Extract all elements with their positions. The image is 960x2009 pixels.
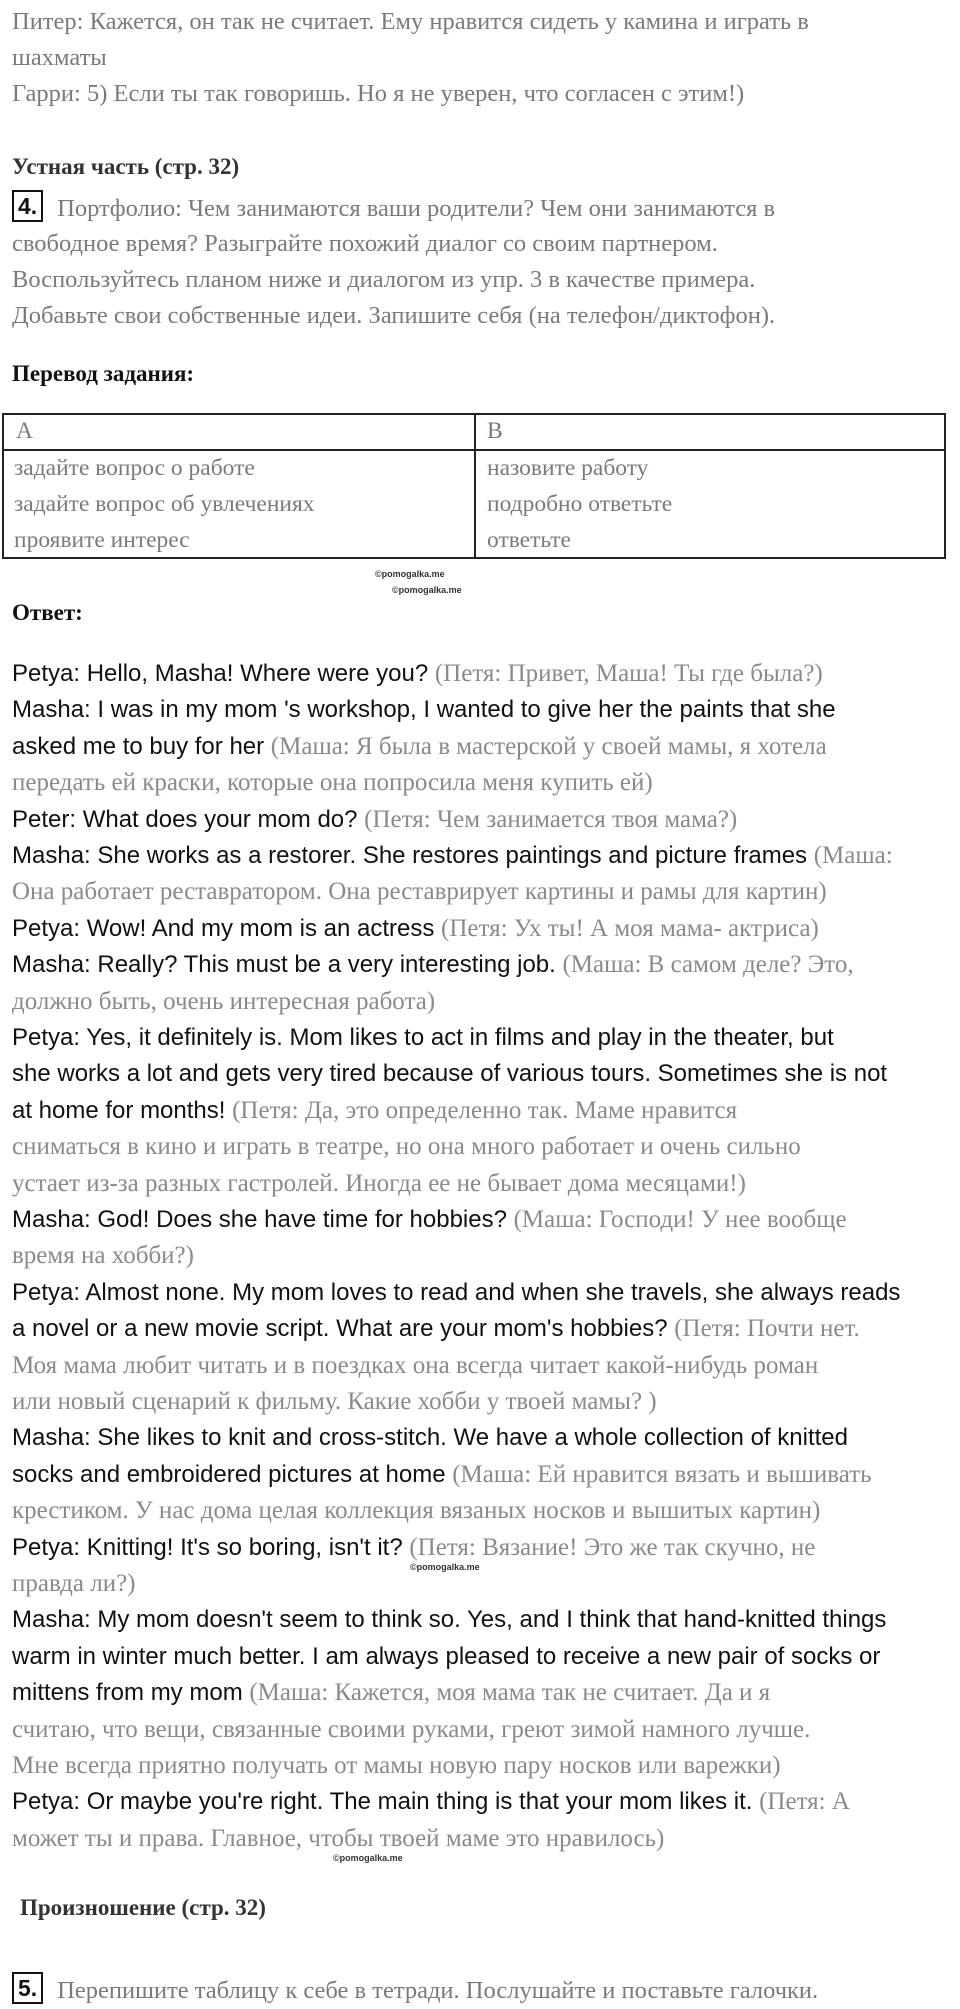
task-5-text: Перепишите таблицу к себе в тетради. Послушайте и поставьте галочки.: [57, 1977, 819, 2004]
russian-translation: может ты и права. Главное, чтобы твоей маме это нравилось): [12, 1824, 665, 1852]
english-text: Petya: Almost none. My mom loves to read and when she travels, she always reads: [12, 1278, 901, 1306]
table-cell-a-1: задайте вопрос о работе: [14, 455, 255, 481]
english-text: socks and embroidered pictures at home: [12, 1460, 453, 1488]
russian-translation: (Маша: Я была в мастерской у своей мамы, я хотела: [270, 732, 827, 760]
russian-translation: должно быть, очень интересная работа): [12, 987, 436, 1015]
dialogue-line: [12, 1202, 847, 1238]
translation-heading: Перевод задания:: [12, 361, 195, 386]
dialogue-line: [12, 1056, 887, 1092]
task-number-badge: 4.: [12, 190, 43, 222]
dialogue-line: [12, 1748, 781, 1784]
russian-translation: сниматься в кино и играть в театре, но она много работает и очень сильно: [12, 1133, 801, 1161]
russian-translation: считаю, что вещи, связанные своими руками, греют зимой намного лучше.: [12, 1715, 811, 1743]
english-text: Masha: God! Does she have time for hobbies?: [12, 1206, 514, 1233]
english-text: she works a lot and gets very tired because of various tours. Sometimes she is not: [12, 1060, 888, 1088]
dialogue-line: [12, 874, 827, 910]
task-4-line-3: Воспользуйтесь планом ниже и диалогом из упр. 3 в качестве примера.: [12, 266, 756, 293]
dialogue-line: [12, 1384, 657, 1420]
english-text: Masha: My mom doesn't seem to think so. Yes, and I think that hand-knitted things: [12, 1606, 887, 1634]
dialogue-line: [12, 1166, 746, 1202]
pronunciation-heading: Произношение (стр. 32): [20, 1895, 266, 1920]
dialogue-line: [12, 1275, 900, 1311]
dialogue-line: [12, 1020, 834, 1056]
english-text: Peter: What does your mom do?: [12, 805, 365, 833]
dialogue-line: [12, 802, 737, 838]
russian-translation: Мне всегда приятно получать от мамы новую пару носков или варежки): [12, 1752, 781, 1779]
dialogue-line: [12, 1602, 886, 1638]
russian-translation: (Маша: Господи! У нее вообще: [513, 1206, 847, 1233]
table-cell-b-2: подробно ответьте: [487, 491, 673, 517]
russian-translation: Она работает реставратором. Она реставрирует картины и рамы для картин): [12, 878, 827, 906]
russian-translation: (Маша: Кажется, моя мама так не считает. Да и я: [249, 1679, 771, 1707]
table-cell-a-2: задайте вопрос об увлечениях: [14, 491, 315, 517]
russian-translation: крестиком. У нас дома целая коллекция вязаных носков и вышитых картин): [12, 1497, 821, 1525]
task-table: [2, 413, 946, 559]
russian-translation: правда ли?): [12, 1570, 136, 1597]
english-text: Petya: Hello, Masha! Where were you?: [12, 660, 435, 687]
watermark: ©pomogalka.me: [375, 569, 445, 579]
intro-line-1: Питер: Кажется, он так не считает. Ему нравится сидеть у камина и играть в: [12, 8, 809, 35]
dialogue-line: [12, 1530, 815, 1566]
dialogue-line: [12, 1784, 850, 1820]
table-cell-b-1: назовите работу: [487, 455, 649, 481]
oral-heading: Устная часть (стр. 32): [12, 154, 240, 179]
english-text: asked me to buy for her: [12, 732, 271, 760]
dialogue-line: [12, 1093, 737, 1129]
dialogue-line: [12, 1639, 880, 1675]
dialogue-line: [12, 1675, 770, 1711]
english-text: Masha: She likes to knit and cross-stitch. We have a whole collection of knitted: [12, 1424, 848, 1452]
russian-translation: (Петя: Почти нет.: [674, 1315, 860, 1343]
watermark: ©pomogalka.me: [410, 1562, 480, 1572]
dialogue-line: [12, 838, 893, 874]
task-4-line-4: Добавьте свои собственные идеи. Запишите себя (на телефон/диктофон).: [12, 302, 776, 329]
english-text: mittens from my mom: [12, 1679, 250, 1707]
dialogue-line: [12, 1821, 664, 1857]
task-number-badge: 5.: [12, 1972, 43, 2004]
dialogue-line: [12, 1238, 194, 1274]
watermark: ©pomogalka.me: [333, 1853, 403, 1863]
russian-translation: Моя мама любит читать и в поездках она всегда читает какой-нибудь роман: [12, 1351, 819, 1379]
table-cell-a-3: проявите интерес: [14, 527, 190, 553]
russian-translation: или новый сценарий к фильму. Какие хобби у твоей мамы? ): [12, 1388, 657, 1415]
dialogue-line: [12, 1566, 136, 1602]
dialogue-line: [12, 1311, 860, 1347]
dialogue-line: [12, 692, 836, 728]
russian-translation: (Петя: Ух ты! А моя мама- актриса): [441, 914, 819, 942]
english-text: Petya: Or maybe you're right. The main thing is that your mom likes it.: [12, 1788, 760, 1816]
dialogue-line: [12, 1348, 818, 1384]
english-text: Masha: She works as a restorer. She restores paintings and picture frames: [12, 842, 814, 869]
russian-translation: (Маша:: [813, 842, 893, 869]
english-text: Masha: Really? This must be a very interesting job.: [12, 951, 563, 979]
task-4-text-1: Портфолио: Чем занимаются ваши родители? Чем они занимаются в: [57, 195, 776, 222]
task-table-divider: [474, 415, 476, 557]
english-text: a novel or a new movie script. What are your mom's hobbies?: [12, 1315, 675, 1343]
english-text: Petya: Yes, it definitely is. Mom likes to act in films and play in the theater, but: [12, 1024, 834, 1051]
intro-line-2: шахматы: [12, 44, 107, 71]
column-b-header: B: [487, 418, 503, 444]
russian-translation: устает из-за разных гастролей. Иногда ее не бывает дома месяцами!): [12, 1169, 746, 1197]
dialogue-line: [12, 729, 827, 765]
russian-translation: время на хобби?): [12, 1242, 194, 1270]
english-text: Petya: Knitting! It's so boring, isn't it?: [12, 1533, 410, 1561]
dialogue-line: [12, 947, 854, 983]
russian-translation: (Маша: Ей нравится вязать и вышивать: [452, 1460, 872, 1488]
table-cell-b-3: ответьте: [487, 527, 571, 553]
russian-translation: (Петя: Привет, Маша! Ты где была?): [434, 660, 823, 687]
dialogue-line: [12, 1457, 872, 1493]
russian-translation: (Петя: Вязание! Это же так скучно, не: [409, 1533, 816, 1561]
task-5-line: [12, 1972, 818, 2009]
russian-translation: (Петя: Да, это определенно так. Маме нравится: [232, 1096, 738, 1124]
answer-heading: Ответ:: [12, 600, 83, 625]
dialogue-line: [12, 1129, 801, 1165]
english-text: Masha: I was in my mom 's workshop, I wanted to give her the paints that she: [12, 696, 836, 724]
dialogue-line: [12, 984, 435, 1020]
english-text: warm in winter much better. I am always pleased to receive a new pair of socks or: [12, 1642, 881, 1670]
russian-translation: (Маша: В самом деле? Это,: [562, 951, 854, 979]
english-text: Petya: Wow! And my mom is an actress: [12, 914, 442, 942]
dialogue-line: [12, 911, 819, 947]
dialogue-line: [12, 1712, 810, 1748]
task-4-line-2: свободное время? Разыграйте похожий диалог со своим партнером.: [12, 230, 718, 257]
dialogue-line: [12, 765, 653, 801]
dialogue-line: [12, 1420, 848, 1456]
watermark: ©pomogalka.me: [392, 585, 462, 595]
dialogue-line: [12, 1493, 820, 1529]
english-text: at home for months!: [12, 1096, 233, 1124]
intro-line-3: Гарри: 5) Если ты так говоришь. Но я не уверен, что согласен с этим!): [12, 80, 745, 107]
russian-translation: передать ей краски, которые она попросила меня купить ей): [12, 769, 653, 797]
task-4-line-1: [12, 190, 775, 227]
column-a-header: A: [16, 418, 33, 444]
russian-translation: (Петя: Чем занимается твоя мама?): [364, 805, 738, 833]
russian-translation: (Петя: А: [759, 1788, 850, 1816]
dialogue-line: [12, 656, 823, 692]
